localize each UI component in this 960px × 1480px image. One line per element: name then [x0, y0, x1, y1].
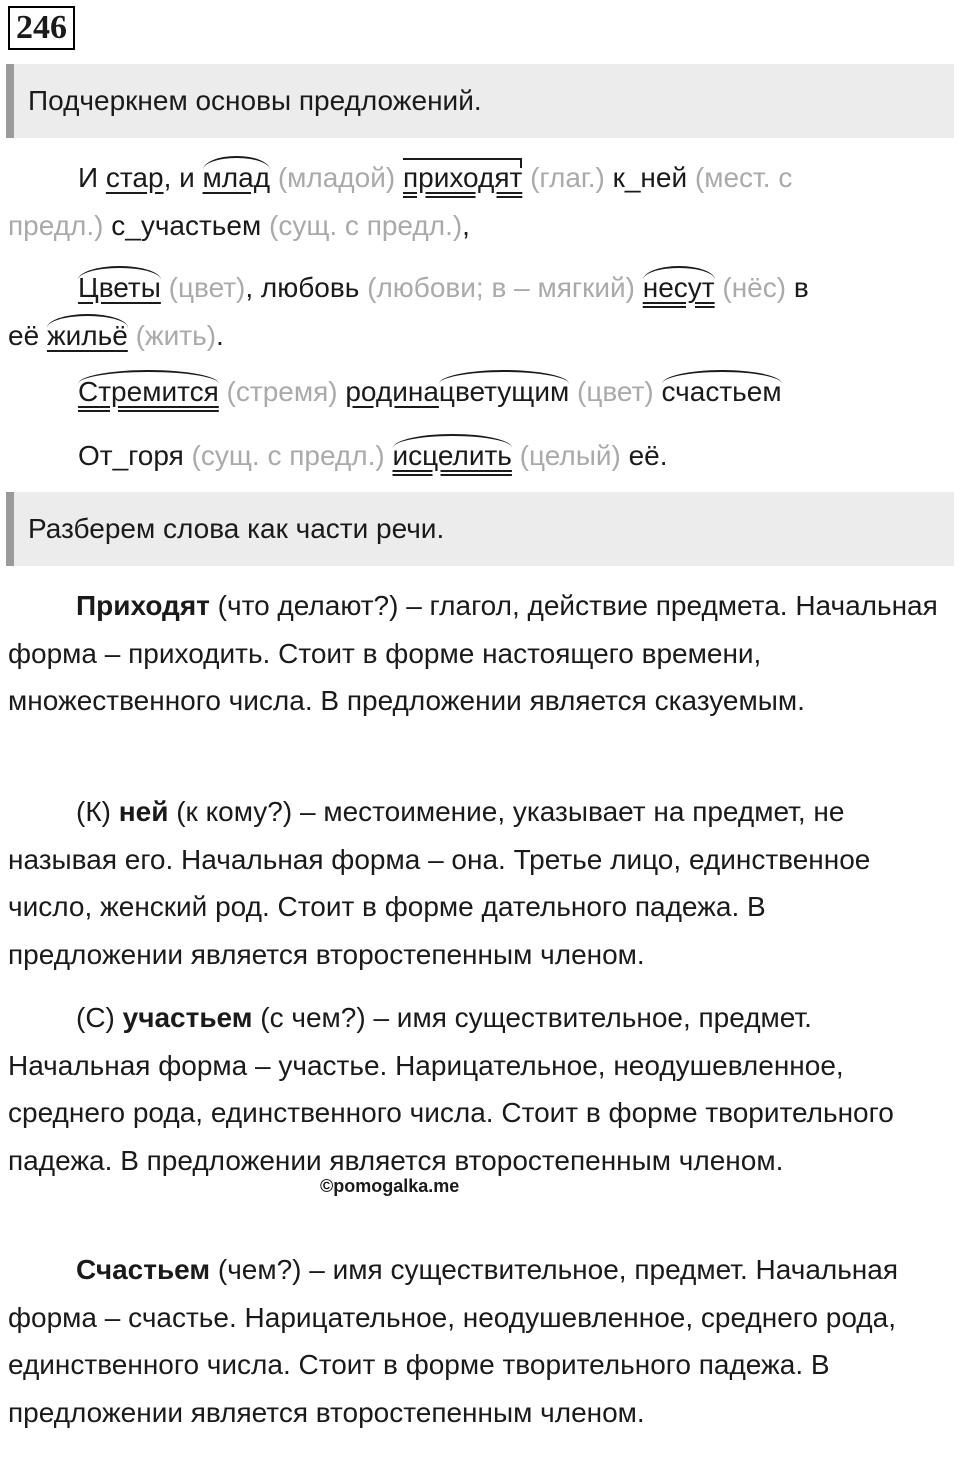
sentence-token: (мест. с — [694, 162, 793, 193]
analysis-line-2 — [8, 202, 948, 250]
analysis-line-3 — [8, 264, 948, 312]
sentence-token: (любови; в – мягкий) — [359, 272, 643, 303]
sentence-token: приходят — [403, 154, 522, 202]
sentence-token: (сущ. с предл.) — [183, 440, 393, 471]
sentence-token: , любовь — [245, 272, 360, 303]
paragraph-text: (чем?) – имя существительное, предмет. Начальная форма – счастье. Нарицательное, неодушевленное, среднего рода, единственного числа. Стоит в форме творительного падежа. В предложении является второстепенным членом. — [8, 1254, 899, 1428]
sentence-token: с_участьем — [111, 210, 262, 241]
sentence-token: , и — [163, 162, 203, 193]
sentence-token: (младой) — [270, 162, 403, 193]
sentence-token: млад — [203, 154, 271, 202]
paragraph-schastyem — [8, 1246, 944, 1436]
analysis-line-5 — [8, 368, 948, 416]
sentence-token: её — [8, 320, 47, 351]
sentence-token: (цвет) — [160, 272, 246, 303]
sentence-token: родина — [345, 376, 439, 407]
sentence-token: предл.) — [8, 210, 112, 241]
sentence-token: . — [216, 320, 224, 351]
sentence-token: к_ней — [612, 162, 695, 193]
task-number: 246 — [8, 6, 75, 50]
sentence-token: жильё — [47, 312, 128, 360]
sentence-token: стар — [105, 162, 164, 193]
paragraph-prefix: (К) — [76, 796, 119, 827]
sentence-token: цветущим — [439, 368, 569, 416]
sentence-token: От_горя — [78, 440, 184, 471]
sentence-token: (жить) — [127, 320, 217, 351]
paragraph-term: ней — [118, 796, 169, 827]
sentence-token: счастьем — [662, 368, 782, 416]
sentence-token: (целый) — [511, 440, 621, 471]
analysis-line-4 — [8, 312, 948, 360]
analysis-line-6 — [8, 432, 948, 480]
paragraph-uchastyem — [8, 994, 944, 1184]
sentence-token: исцелить — [393, 432, 512, 480]
section-heading-2 — [6, 492, 954, 566]
sentence-token: , — [462, 210, 470, 241]
paragraph-term: Приходят — [76, 590, 210, 621]
paragraph-ney — [8, 788, 944, 978]
sentence-token: (глаг.) — [522, 162, 613, 193]
paragraph-prihodyat — [8, 582, 944, 725]
paragraph-term: Счастьем — [76, 1254, 211, 1285]
sentence-token: несут — [643, 264, 715, 312]
sentence-token: (сущ. с предл.) — [261, 210, 463, 241]
section-title: Подчеркнем основы предложений. — [28, 85, 482, 116]
section-heading-1 — [6, 64, 954, 138]
sentence-token: Цветы — [78, 264, 161, 312]
paragraph-term: участьем — [122, 1002, 253, 1033]
paragraph-text: (что делают?) – глагол, действие предмета. Начальная форма – приходить. Стоит в форме настоящего времени, множественного числа. В предложении является сказуемым. — [8, 590, 938, 716]
sentence-token: (цвет) — [569, 376, 662, 407]
analysis-line-1 — [8, 154, 948, 202]
sentence-token: её. — [620, 440, 668, 471]
paragraph-text: (с чем?) – имя существительное, предмет. Начальная форма – участье. Нарицательное, неодушевленное, среднего рода, единственного числа. Стоит в форме творительного падежа. В предложении является второстепенным членом. — [8, 1002, 894, 1176]
watermark: ©pomogalka.me — [320, 1176, 460, 1196]
paragraph-text: (к кому?) – местоимение, указывает на предмет, не называя его. Начальная форма – она. Третье лицо, единственное число, женский род. Стоит в форме дательного падежа. В предложении является второстепенным членом. — [8, 796, 871, 970]
sentence-token: в — [786, 272, 809, 303]
section-title: Разберем слова как части речи. — [28, 513, 445, 544]
sentence-token: И — [78, 162, 106, 193]
sentence-token: (нёс) — [714, 272, 787, 303]
sentence-token: Стремится — [78, 368, 219, 416]
sentence-token: (стремя) — [218, 376, 346, 407]
paragraph-prefix: (С) — [76, 1002, 123, 1033]
